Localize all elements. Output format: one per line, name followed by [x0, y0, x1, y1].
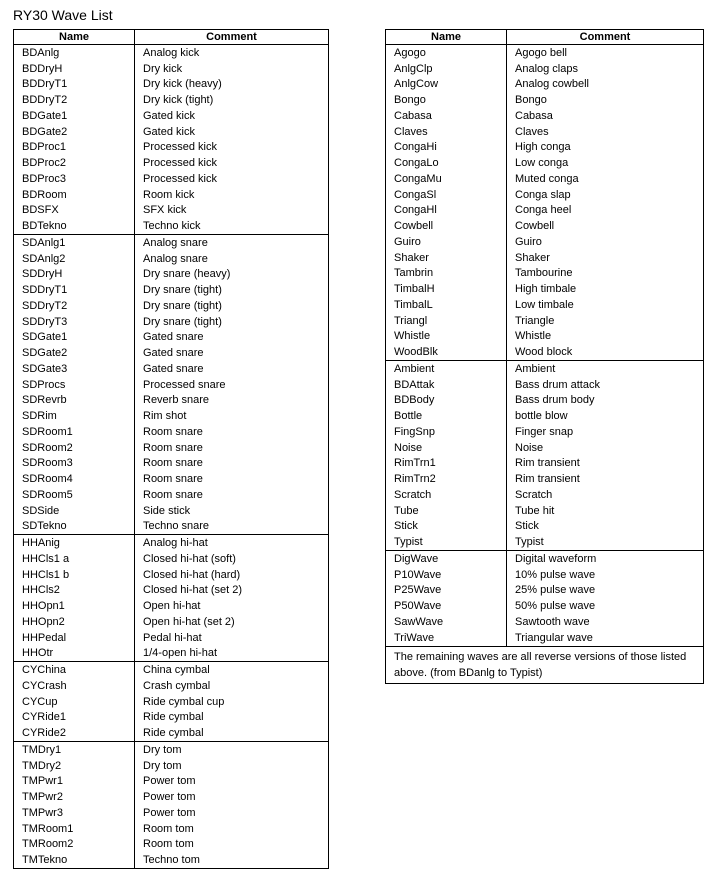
- table-row: [386, 440, 704, 456]
- table-row: [14, 61, 329, 77]
- wave-name-cell: Tube: [386, 503, 507, 519]
- wave-name-cell: Shaker: [386, 250, 507, 266]
- wave-comment-cell: Gated snare: [143, 347, 204, 360]
- wave-name-cell: Agogo: [386, 45, 507, 61]
- wave-name-cell: BDBody: [386, 393, 507, 409]
- table-row: [14, 614, 329, 630]
- wave-name-cell: BDAnlg: [14, 45, 135, 61]
- wave-comment-cell: Side stick: [143, 504, 191, 517]
- wave-comment-cell: Stick: [515, 520, 539, 533]
- table-row: [14, 92, 329, 108]
- table-row: [386, 187, 704, 203]
- table-row: [386, 393, 704, 409]
- wave-name-cell: BDDryT2: [14, 92, 135, 108]
- wave-comment-cell: Room snare: [143, 425, 203, 438]
- table-row: [386, 408, 704, 424]
- wave-name-cell: AnlgClp: [386, 61, 507, 77]
- wave-name-cell: Whistle: [386, 329, 507, 345]
- table-row: [14, 583, 329, 599]
- wave-name-cell: BDProc3: [14, 171, 135, 187]
- wave-name-cell: RimTrn1: [386, 456, 507, 472]
- wave-name-cell: SDDryH: [14, 267, 135, 283]
- table-row: [386, 297, 704, 313]
- table-row: [386, 171, 704, 187]
- wave-comment-cell: Gated snare: [143, 362, 204, 375]
- wave-name-cell: TMTekno: [14, 852, 135, 868]
- page-title: RY30 Wave List: [13, 7, 113, 23]
- wave-name-cell: P25Wave: [386, 583, 507, 599]
- wave-name-cell: SDAnlg2: [14, 251, 135, 267]
- table-row: [386, 234, 704, 250]
- table-row: [386, 250, 704, 266]
- table-row: [14, 155, 329, 171]
- table-row: [14, 567, 329, 583]
- wave-name-cell: Bongo: [386, 92, 507, 108]
- wave-name-cell: TMDry1: [14, 742, 135, 758]
- table-row: [386, 155, 704, 171]
- wave-comment-cell: Analog hi-hat: [135, 535, 329, 551]
- wave-comment-cell: China cymbal: [135, 662, 329, 678]
- table-row: [14, 456, 329, 472]
- wave-name-cell: BDGate2: [14, 124, 135, 140]
- table-row: [14, 45, 329, 61]
- wave-comment-cell: Power tom: [143, 775, 196, 788]
- wave-comment-cell: High timbale: [515, 283, 577, 296]
- wave-name-cell: SDProcs: [14, 377, 135, 393]
- table-row: [14, 821, 329, 837]
- wave-comment-cell: Analog snare: [135, 235, 329, 251]
- table-row: [14, 837, 329, 853]
- wave-name-cell: P50Wave: [386, 598, 507, 614]
- wave-name-cell: WoodBlk: [386, 344, 507, 360]
- table-row: [14, 852, 329, 868]
- wave-comment-cell: Typist: [515, 536, 544, 549]
- wave-list-table-right: [385, 29, 704, 684]
- table-row: [14, 646, 329, 662]
- wave-name-cell: BDDryH: [14, 61, 135, 77]
- wave-name-cell: HHCls1 b: [14, 567, 135, 583]
- wave-comment-cell: Cowbell: [515, 220, 555, 233]
- table-row: [386, 424, 704, 440]
- wave-name-cell: CYRide2: [14, 725, 135, 741]
- wave-comment-cell: Gated kick: [143, 125, 195, 138]
- wave-comment-cell: Dry snare (tight): [143, 284, 222, 297]
- wave-name-cell: SDDryT2: [14, 298, 135, 314]
- wave-comment-cell: Dry tom: [143, 759, 182, 772]
- wave-name-cell: HHOtr: [14, 646, 135, 662]
- table-row: [14, 678, 329, 694]
- table-row: [14, 408, 329, 424]
- table-row: [14, 282, 329, 298]
- wave-name-cell: BDAttak: [386, 377, 507, 393]
- wave-comment-cell: Dry tom: [135, 742, 329, 758]
- wave-name-cell: SDRoom1: [14, 424, 135, 440]
- table-row: [386, 519, 704, 535]
- table-row: [14, 471, 329, 487]
- table-row: [14, 298, 329, 314]
- wave-comment-cell: Crash cymbal: [143, 679, 211, 692]
- table-row: [14, 171, 329, 187]
- wave-comment-cell: Cabasa: [515, 109, 553, 122]
- wave-name-cell: Bottle: [386, 408, 507, 424]
- wave-comment-cell: Ambient: [507, 361, 704, 377]
- wave-comment-cell: Dry kick: [143, 62, 183, 75]
- wave-name-cell: Cabasa: [386, 108, 507, 124]
- wave-comment-cell: Techno snare: [143, 520, 210, 533]
- wave-comment-cell: Bass drum attack: [515, 378, 600, 391]
- wave-name-cell: Noise: [386, 440, 507, 456]
- wave-comment-cell: Shaker: [515, 251, 550, 264]
- wave-comment-cell: Power tom: [143, 791, 196, 804]
- table-row: [386, 456, 704, 472]
- wave-comment-cell: Techno tom: [143, 854, 200, 867]
- table-row: [14, 487, 329, 503]
- wave-comment-cell: Room snare: [143, 457, 203, 470]
- table-row: [386, 567, 704, 583]
- wave-name-cell: Tambrin: [386, 266, 507, 282]
- wave-comment-cell: Bass drum body: [515, 394, 595, 407]
- wave-comment-cell: Digital waveform: [507, 551, 704, 567]
- wave-comment-cell: Analog cowbell: [515, 78, 589, 91]
- wave-name-cell: CongaMu: [386, 171, 507, 187]
- wave-comment-cell: Conga heel: [515, 204, 572, 217]
- wave-name-cell: Claves: [386, 124, 507, 140]
- table-row: [386, 313, 704, 329]
- table-row: [14, 330, 329, 346]
- wave-name-cell: CongaHi: [386, 140, 507, 156]
- table-row: [14, 789, 329, 805]
- wave-name-cell: BDProc1: [14, 140, 135, 156]
- wave-name-cell: SDTekno: [14, 519, 135, 535]
- table-row: [386, 471, 704, 487]
- wave-name-cell: BDTekno: [14, 218, 135, 234]
- table-row: [14, 742, 329, 758]
- wave-name-cell: TMDry2: [14, 758, 135, 774]
- table-row: [386, 487, 704, 503]
- wave-comment-cell: 10% pulse wave: [515, 568, 596, 581]
- name-column-header: Name: [14, 30, 135, 45]
- table-row: [14, 267, 329, 283]
- table-row: [386, 329, 704, 345]
- table-row: [14, 124, 329, 140]
- table-row: [386, 61, 704, 77]
- wave-comment-cell: Dry snare (heavy): [143, 268, 231, 281]
- table-row: [386, 203, 704, 219]
- table-row: [14, 235, 329, 251]
- wave-comment-cell: Triangle: [515, 314, 555, 327]
- wave-comment-cell: Pedal hi-hat: [143, 631, 202, 644]
- wave-comment-cell: Closed hi-hat (soft): [143, 552, 236, 565]
- table-header-row: [386, 30, 704, 45]
- wave-name-cell: Triangl: [386, 313, 507, 329]
- wave-comment-cell: Scratch: [515, 488, 553, 501]
- wave-name-cell: Stick: [386, 519, 507, 535]
- wave-comment-cell: Closed hi-hat (hard): [143, 568, 241, 581]
- table-row: [14, 694, 329, 710]
- table-row: [386, 218, 704, 234]
- wave-comment-cell: Ride cymbal: [143, 727, 204, 740]
- wave-comment-cell: Gated kick: [143, 109, 195, 122]
- wave-name-cell: SawWave: [386, 614, 507, 630]
- wave-name-cell: FingSnp: [386, 424, 507, 440]
- wave-comment-cell: Power tom: [143, 806, 196, 819]
- table-row: [14, 519, 329, 535]
- wave-comment-cell: 50% pulse wave: [515, 600, 596, 613]
- wave-name-cell: TMPwr2: [14, 789, 135, 805]
- table-row: [386, 77, 704, 93]
- wave-comment-cell: Room snare: [143, 473, 203, 486]
- footnote-text: The remaining waves are all reverse versions of those listed above. (from BDanlg to Typist): [386, 646, 704, 683]
- wave-name-cell: AnlgCow: [386, 77, 507, 93]
- wave-comment-cell: Finger snap: [515, 425, 574, 438]
- table-row: [386, 630, 704, 646]
- table-row: [14, 187, 329, 203]
- wave-comment-cell: SFX kick: [143, 204, 187, 217]
- wave-name-cell: SDSide: [14, 503, 135, 519]
- wave-comment-cell: Ride cymbal: [143, 711, 204, 724]
- wave-name-cell: SDDryT3: [14, 314, 135, 330]
- table-row: [14, 725, 329, 741]
- wave-comment-cell: Closed hi-hat (set 2): [143, 584, 243, 597]
- table-row: [386, 614, 704, 630]
- table-row: [14, 377, 329, 393]
- wave-comment-cell: Sawtooth wave: [515, 615, 590, 628]
- wave-name-cell: HHOpn1: [14, 598, 135, 614]
- wave-name-cell: SDAnlg1: [14, 235, 135, 251]
- wave-name-cell: TMRoom1: [14, 821, 135, 837]
- wave-comment-cell: Triangular wave: [515, 631, 593, 644]
- wave-name-cell: SDGate2: [14, 345, 135, 361]
- wave-name-cell: TimbalL: [386, 297, 507, 313]
- wave-name-cell: TMRoom2: [14, 837, 135, 853]
- table-row: [14, 774, 329, 790]
- wave-comment-cell: 25% pulse wave: [515, 584, 596, 597]
- wave-name-cell: SDRoom3: [14, 456, 135, 472]
- footnote-row: [386, 646, 704, 683]
- wave-name-cell: Guiro: [386, 234, 507, 250]
- table-row: [14, 361, 329, 377]
- wave-comment-cell: Agogo bell: [515, 46, 567, 59]
- table-row: [14, 424, 329, 440]
- comment-column-header: Comment: [507, 30, 704, 45]
- wave-comment-cell: Low conga: [515, 157, 569, 170]
- table-row: [14, 251, 329, 267]
- wave-comment-cell: Tambourine: [515, 267, 573, 280]
- wave-comment-cell: Bongo: [515, 94, 547, 107]
- name-column-header: Name: [386, 30, 507, 45]
- table-row: [386, 361, 704, 377]
- wave-name-cell: BDGate1: [14, 108, 135, 124]
- wave-comment-cell: Room snare: [143, 488, 203, 501]
- table-row: [14, 805, 329, 821]
- wave-comment-cell: Processed kick: [143, 157, 217, 170]
- wave-name-cell: SDGate1: [14, 330, 135, 346]
- wave-comment-cell: Rim transient: [515, 473, 580, 486]
- table-row: [386, 503, 704, 519]
- wave-name-cell: SDRoom5: [14, 487, 135, 503]
- wave-name-cell: TMPwr3: [14, 805, 135, 821]
- table-row: [386, 344, 704, 360]
- table-row: [14, 598, 329, 614]
- table-row: [14, 203, 329, 219]
- wave-name-cell: HHPedal: [14, 630, 135, 646]
- wave-comment-cell: Dry snare (tight): [143, 299, 222, 312]
- wave-name-cell: RimTrn2: [386, 471, 507, 487]
- wave-name-cell: TMPwr1: [14, 774, 135, 790]
- table-row: [386, 140, 704, 156]
- wave-name-cell: BDProc2: [14, 155, 135, 171]
- table-row: [14, 440, 329, 456]
- wave-name-cell: SDRevrb: [14, 393, 135, 409]
- table-row: [14, 108, 329, 124]
- table-row: [386, 266, 704, 282]
- wave-name-cell: P10Wave: [386, 567, 507, 583]
- wave-comment-cell: High conga: [515, 141, 571, 154]
- table-header-row: [14, 30, 329, 45]
- wave-comment-cell: Open hi-hat: [143, 600, 201, 613]
- table-row: [386, 377, 704, 393]
- wave-name-cell: Typist: [386, 534, 507, 550]
- wave-comment-cell: Room snare: [143, 441, 203, 454]
- table-row: [14, 503, 329, 519]
- wave-comment-cell: Dry snare (tight): [143, 315, 222, 328]
- table-row: [14, 218, 329, 234]
- wave-comment-cell: Low timbale: [515, 298, 574, 311]
- wave-name-cell: Scratch: [386, 487, 507, 503]
- wave-name-cell: CYCrash: [14, 678, 135, 694]
- table-row: [14, 758, 329, 774]
- wave-comment-cell: Rim shot: [143, 410, 187, 423]
- wave-comment-cell: 1/4-open hi-hat: [143, 647, 217, 660]
- wave-name-cell: CongaHl: [386, 203, 507, 219]
- table-row: [14, 630, 329, 646]
- wave-comment-cell: Processed kick: [143, 141, 217, 154]
- wave-comment-cell: Dry kick (heavy): [143, 78, 222, 91]
- table-row: [14, 551, 329, 567]
- table-row: [14, 314, 329, 330]
- wave-comment-cell: bottle blow: [515, 410, 568, 423]
- wave-comment-cell: Open hi-hat (set 2): [143, 615, 235, 628]
- wave-comment-cell: Dry kick (tight): [143, 94, 214, 107]
- wave-name-cell: HHOpn2: [14, 614, 135, 630]
- wave-comment-cell: Analog snare: [143, 252, 208, 265]
- wave-comment-cell: Muted conga: [515, 172, 579, 185]
- wave-comment-cell: Whistle: [515, 330, 552, 343]
- wave-comment-cell: Wood block: [515, 346, 573, 359]
- wave-name-cell: SDGate3: [14, 361, 135, 377]
- wave-name-cell: CYRide1: [14, 710, 135, 726]
- wave-name-cell: TimbalH: [386, 281, 507, 297]
- wave-name-cell: BDDryT1: [14, 77, 135, 93]
- table-row: [14, 140, 329, 156]
- wave-name-cell: TriWave: [386, 630, 507, 646]
- wave-name-cell: HHCls1 a: [14, 551, 135, 567]
- table-row: [14, 393, 329, 409]
- table-row: [386, 598, 704, 614]
- wave-list-table-left: [13, 29, 329, 869]
- wave-comment-cell: Processed snare: [143, 378, 226, 391]
- table-row: [14, 77, 329, 93]
- wave-comment-cell: Processed kick: [143, 172, 217, 185]
- table-row: [14, 345, 329, 361]
- wave-name-cell: SDDryT1: [14, 282, 135, 298]
- wave-name-cell: Cowbell: [386, 218, 507, 234]
- table-row: [386, 551, 704, 567]
- table-row: [386, 124, 704, 140]
- wave-comment-cell: Analog kick: [143, 46, 200, 59]
- wave-name-cell: DigWave: [386, 551, 507, 567]
- wave-comment-cell: Tube hit: [515, 504, 555, 517]
- table-row: [14, 710, 329, 726]
- table-row: [386, 108, 704, 124]
- table-row: [386, 583, 704, 599]
- wave-comment-cell: Noise: [515, 441, 544, 454]
- wave-comment-cell: Rim transient: [515, 457, 580, 470]
- table-row: [386, 534, 704, 550]
- wave-comment-cell: Ride cymbal cup: [143, 695, 225, 708]
- wave-comment-cell: Reverb snare: [143, 394, 210, 407]
- wave-name-cell: CYCup: [14, 694, 135, 710]
- wave-name-cell: BDSFX: [14, 203, 135, 219]
- table-row: [386, 92, 704, 108]
- wave-name-cell: SDRoom4: [14, 471, 135, 487]
- wave-comment-cell: Gated snare: [143, 331, 204, 344]
- table-row: [14, 535, 329, 551]
- wave-comment-cell: Guiro: [515, 235, 542, 248]
- table-row: [14, 662, 329, 678]
- table-row: [386, 281, 704, 297]
- wave-comment-cell: Claves: [515, 125, 549, 138]
- wave-comment-cell: Room tom: [143, 822, 194, 835]
- wave-comment-cell: Analog claps: [515, 62, 578, 75]
- wave-comment-cell: Room kick: [143, 188, 195, 201]
- wave-name-cell: CongaSl: [386, 187, 507, 203]
- wave-name-cell: BDRoom: [14, 187, 135, 203]
- table-row: [386, 45, 704, 61]
- wave-name-cell: Ambient: [386, 361, 507, 377]
- wave-name-cell: SDRim: [14, 408, 135, 424]
- wave-comment-cell: Room tom: [143, 838, 194, 851]
- comment-column-header: Comment: [135, 30, 329, 45]
- wave-name-cell: CYChina: [14, 662, 135, 678]
- wave-name-cell: HHAnig: [14, 535, 135, 551]
- wave-name-cell: HHCls2: [14, 583, 135, 599]
- wave-name-cell: CongaLo: [386, 155, 507, 171]
- wave-comment-cell: Conga slap: [515, 188, 571, 201]
- wave-comment-cell: Techno kick: [143, 220, 201, 233]
- wave-name-cell: SDRoom2: [14, 440, 135, 456]
